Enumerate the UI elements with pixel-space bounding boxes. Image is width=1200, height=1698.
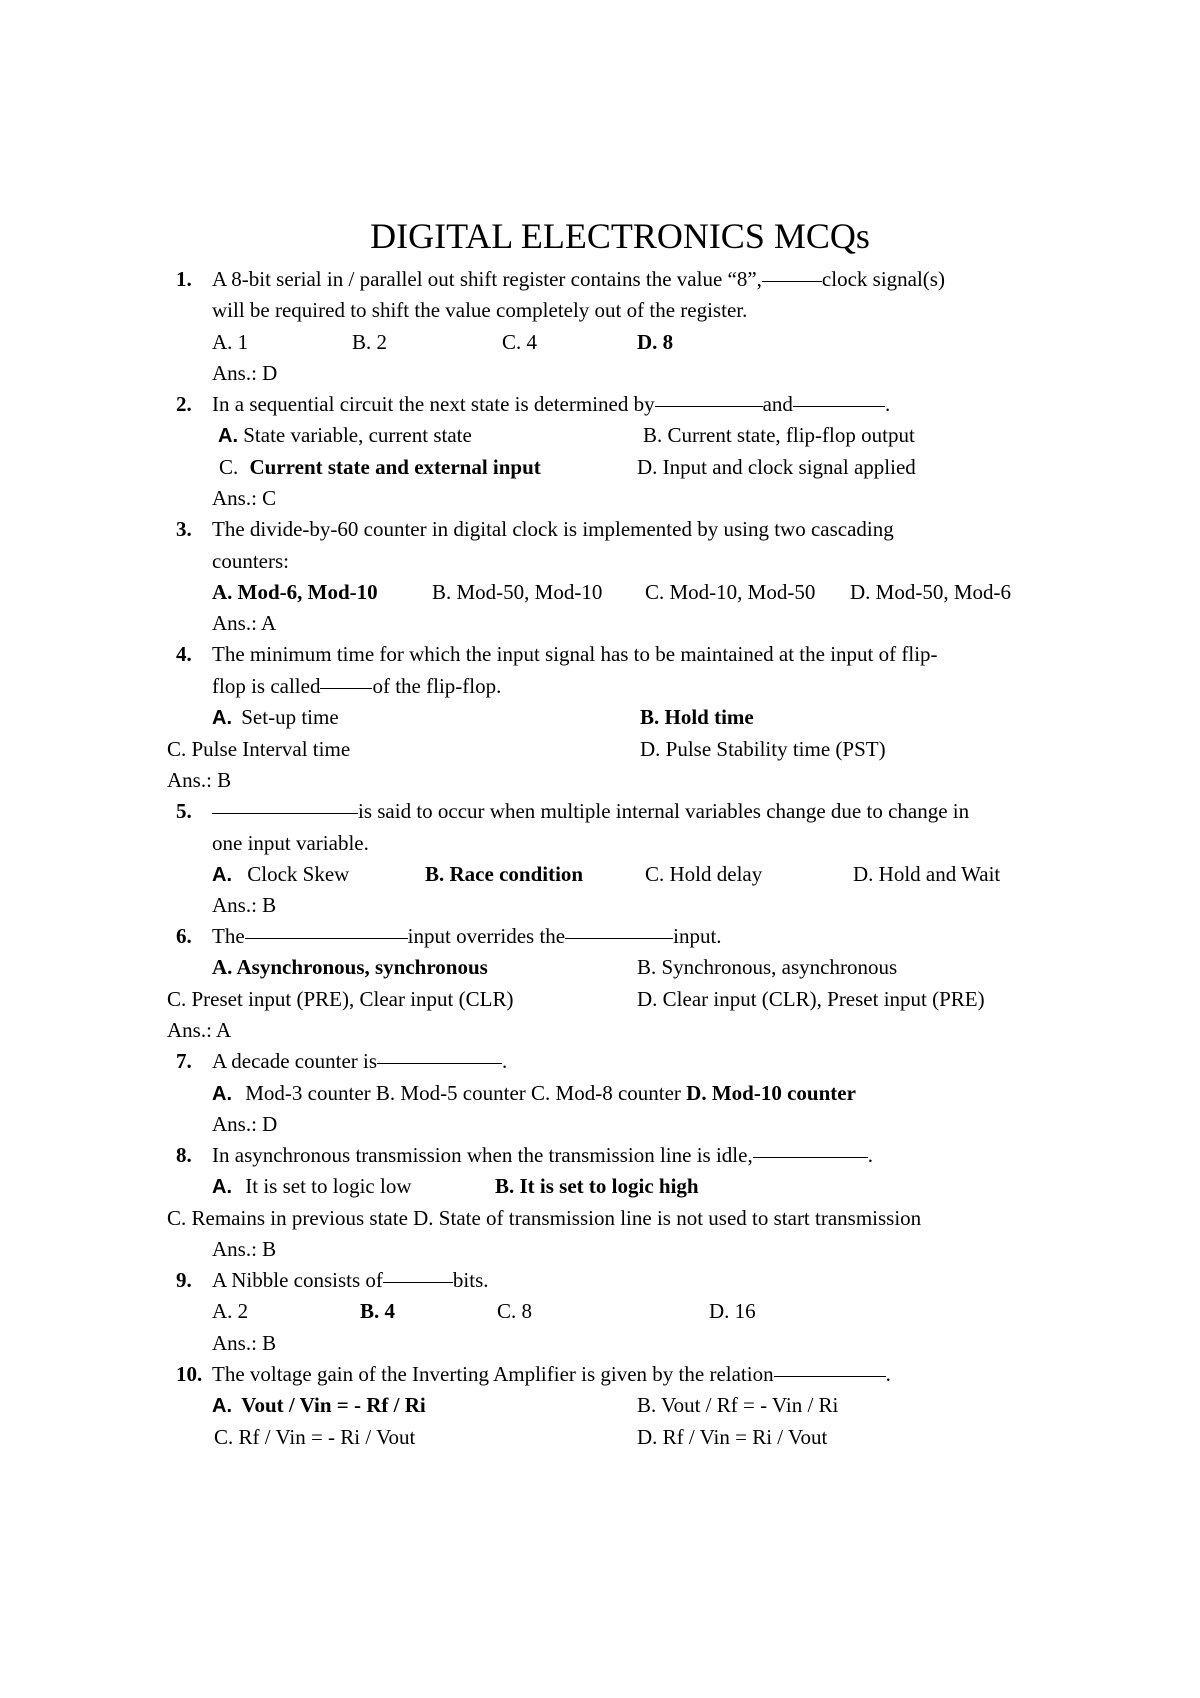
option-b-correct: B. Race condition <box>425 862 584 886</box>
option-text: Vout / Vin = - Rf / Ri <box>241 1393 426 1417</box>
options-a-b-c: Mod-3 counter B. Mod-5 counter C. Mod-8 counter <box>245 1081 681 1105</box>
option-b: B. Mod-50, Mod-10 <box>432 580 603 604</box>
option-b: B. 2 <box>352 330 388 354</box>
option-letter: A. <box>212 1395 232 1417</box>
option-d: D. Hold and Wait <box>853 862 1001 886</box>
question-text-part: of the flip-flop. <box>372 674 502 698</box>
option-a-correct <box>212 1390 426 1421</box>
question-text-part: The <box>212 924 245 948</box>
question-text-part: bits. <box>452 1268 489 1292</box>
option-letter: A. <box>212 1083 232 1105</box>
option-text: Current state and external input <box>249 455 541 479</box>
option-letter: A. <box>212 864 232 886</box>
option-c: C. Hold delay <box>645 862 763 886</box>
question-text-part: input overrides the <box>407 924 566 948</box>
answer-blank <box>793 405 885 407</box>
question-number: 1. <box>176 267 192 291</box>
option-a <box>212 1171 412 1202</box>
option-c: C. 8 <box>497 1299 533 1323</box>
question-text: The minimum time for which the input signal has to be maintained at the input of flip- <box>212 642 938 666</box>
option-a-correct: A. Mod-6, Mod-10 <box>212 580 378 604</box>
question-text-part: is said to occur when multiple internal variables change due to change in <box>358 799 970 823</box>
option-letter: A. <box>212 1176 232 1198</box>
answer-blank <box>753 1156 868 1158</box>
answer-line: Ans.: B <box>212 893 277 917</box>
answer-line: Ans.: B <box>212 1331 277 1355</box>
answer-blank <box>245 937 408 939</box>
options-line <box>212 1078 856 1109</box>
question-text-part: A 8-bit serial in / parallel out shift register contains the value “8”, <box>212 267 762 291</box>
question-text <box>212 1265 489 1295</box>
option-d: D. Input and clock signal applied <box>637 455 916 479</box>
question-number: 10. <box>176 1362 203 1386</box>
answer-blank <box>655 405 763 407</box>
question-number: 6. <box>176 924 192 948</box>
question-text <box>212 921 722 951</box>
option-b-correct: B. 4 <box>360 1299 396 1323</box>
answer-line: Ans.: B <box>167 768 232 792</box>
option-letter: A. <box>212 707 232 729</box>
option-d-correct: D. Mod-10 counter <box>686 1081 856 1105</box>
option-a: A. 1 <box>212 330 249 354</box>
option-text: Set-up time <box>241 705 339 729</box>
option-text: Clock Skew <box>247 862 350 886</box>
option-c-correct <box>219 452 541 482</box>
answer-blank <box>383 1281 453 1283</box>
question-text-part: . <box>885 1362 891 1386</box>
answer-blank <box>762 280 822 282</box>
question-text-continued: counters: <box>212 549 289 573</box>
option-c: C. Pulse Interval time <box>167 737 351 761</box>
option-letter: A. <box>218 425 238 447</box>
question-text-part: The voltage gain of the Inverting Amplifier is given by the relation <box>212 1362 774 1386</box>
answer-blank <box>774 1375 886 1377</box>
option-b: B. Current state, flip-flop output <box>643 423 915 447</box>
option-d: D. Pulse Stability time (PST) <box>640 737 886 761</box>
question-number: 4. <box>176 642 192 666</box>
question-text-part: input. <box>673 924 722 948</box>
question-number: 5. <box>176 799 192 823</box>
question-text-part: clock signal(s) <box>821 267 945 291</box>
option-b: B. Vout / Rf = - Vin / Ri <box>637 1393 839 1417</box>
question-text-part: In a sequential circuit the next state is determined by <box>212 392 655 416</box>
question-text-continued: one input variable. <box>212 831 369 855</box>
answer-blank <box>212 812 358 814</box>
question-number: 7. <box>176 1049 192 1073</box>
question-text <box>212 264 945 294</box>
option-b-correct: B. Hold time <box>640 705 754 729</box>
option-b: B. Synchronous, asynchronous <box>637 955 898 979</box>
question-number: 3. <box>176 517 192 541</box>
answer-line: Ans.: D <box>212 361 278 385</box>
question-text-part: A decade counter is <box>212 1049 378 1073</box>
answer-line: Ans.: A <box>212 611 277 635</box>
answer-line: Ans.: A <box>167 1018 232 1042</box>
answer-line: Ans.: D <box>212 1112 278 1136</box>
question-text-part: . <box>502 1049 508 1073</box>
question-text-part: . <box>867 1143 873 1167</box>
question-text <box>212 1046 507 1076</box>
question-text-part: In asynchronous transmission when the transmission line is idle, <box>212 1143 753 1167</box>
option-a <box>212 859 349 890</box>
question-text-continued <box>212 671 501 701</box>
question-text <box>212 389 890 419</box>
option-d-correct: D. 8 <box>637 330 674 354</box>
question-text <box>212 1359 891 1389</box>
question-text-part: flop is called <box>212 674 321 698</box>
option-a <box>212 702 339 733</box>
option-c: C. 4 <box>502 330 538 354</box>
option-c: C. Rf / Vin = - Ri / Vout <box>214 1425 416 1449</box>
question-number: 8. <box>176 1143 192 1167</box>
answer-blank <box>320 687 372 689</box>
answer-line: Ans.: C <box>212 486 277 510</box>
option-d: D. Clear input (CLR), Preset input (PRE) <box>637 987 985 1011</box>
page-title: DIGITAL ELECTRONICS MCQs <box>370 216 870 256</box>
option-a: A. 2 <box>212 1299 249 1323</box>
question-text-continued: will be required to shift the value completely out of the register. <box>212 298 748 322</box>
option-b-correct: B. It is set to logic high <box>495 1174 699 1198</box>
question-text-part: A Nibble consists of <box>212 1268 383 1292</box>
question-number: 2. <box>176 392 192 416</box>
option-d: D. 16 <box>709 1299 756 1323</box>
options-c-d: C. Remains in previous state D. State of transmission line is not used to start transmission <box>167 1206 922 1230</box>
option-text: State variable, current state <box>243 423 472 447</box>
answer-blank <box>377 1062 502 1064</box>
option-a <box>218 420 472 451</box>
option-a-correct: A. Asynchronous, synchronous <box>212 955 488 979</box>
question-text-part: and <box>762 392 793 416</box>
option-d: D. Rf / Vin = Ri / Vout <box>637 1425 828 1449</box>
option-text: It is set to logic low <box>245 1174 412 1198</box>
question-text-part: . <box>884 392 891 416</box>
question-text <box>212 1140 873 1170</box>
option-c: C. Mod-10, Mod-50 <box>645 580 816 604</box>
option-d: D. Mod-50, Mod-6 <box>850 580 1011 604</box>
option-c: C. Preset input (PRE), Clear input (CLR) <box>167 987 514 1011</box>
question-text <box>212 796 969 826</box>
question-text: The divide-by-60 counter in digital clock is implemented by using two cascading <box>212 517 894 541</box>
option-letter: C. <box>219 455 239 479</box>
answer-blank <box>565 937 673 939</box>
question-number: 9. <box>176 1268 192 1292</box>
answer-line: Ans.: B <box>212 1237 277 1261</box>
